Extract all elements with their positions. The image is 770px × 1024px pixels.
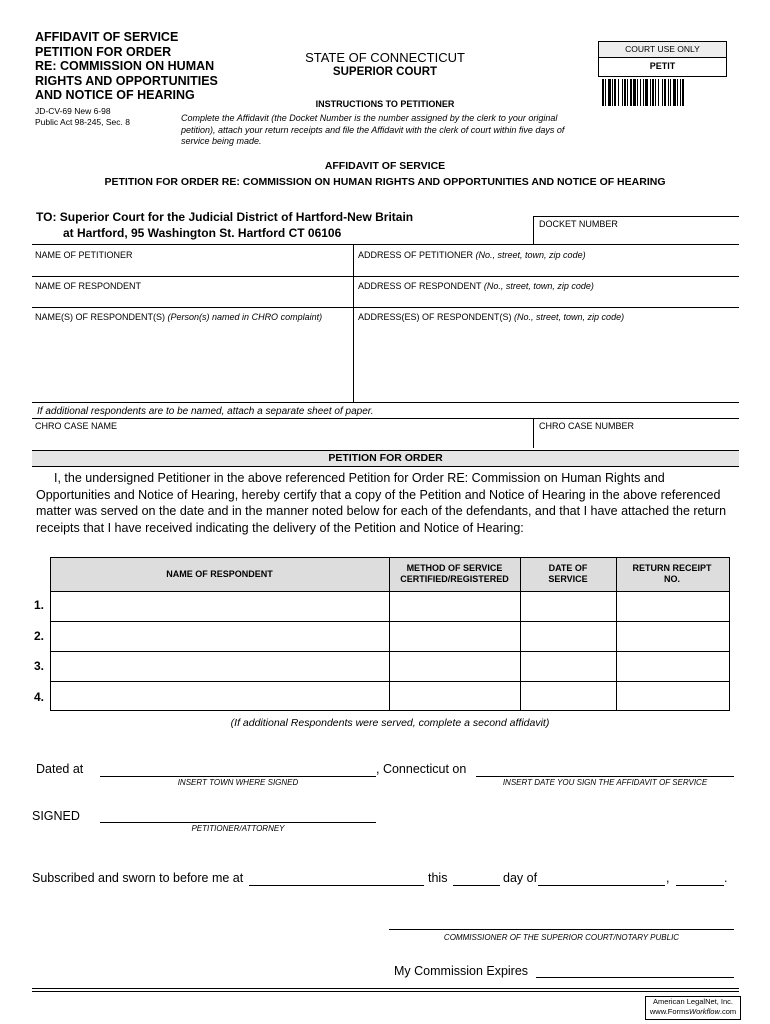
- instructions-line: Complete the Affidavit (the Docket Number is the number assigned by the clerk to your original: [181, 113, 558, 123]
- instructions-text: [181, 113, 564, 148]
- chro-case-name-field[interactable]: [35, 421, 117, 431]
- petition-line: matter was served on the date and in the manner noted below for each of the defendants, and that I have attached the return: [36, 504, 727, 518]
- header-receipt-line2: NO.: [663, 574, 680, 584]
- row-number: 2.: [34, 629, 45, 643]
- to-line-2: at Hartford, 95 Washington St. Hartford CT 06106: [63, 226, 342, 240]
- docket-number-field[interactable]: [539, 219, 618, 229]
- signed-label: SIGNED: [32, 809, 80, 823]
- publisher-url-a: www.Forms: [649, 1007, 690, 1016]
- date-signed-input[interactable]: [476, 776, 734, 777]
- publisher-url: [646, 1007, 740, 1017]
- header-method-line2: CERTIFIED/REGISTERED: [400, 574, 509, 584]
- commission-expires-label: My Commission Expires: [394, 964, 529, 978]
- state-heading: STATE OF CONNECTICUT: [305, 50, 465, 65]
- signature-input[interactable]: [100, 822, 376, 823]
- commissioner-hint: COMMISSIONER OF THE SUPERIOR COURT/NOTARY PUBLIC: [443, 933, 680, 942]
- instructions-line: service being made.: [181, 136, 262, 146]
- connecticut-on-label: , Connecticut on: [376, 762, 467, 776]
- header-receipt-line1: RETURN RECEIPT: [632, 563, 712, 573]
- publisher-url-b: Workflow: [689, 1007, 720, 1016]
- sworn-month-input[interactable]: [538, 885, 665, 886]
- publisher-url-c: .com: [719, 1007, 737, 1016]
- header-date-line2: SERVICE: [548, 574, 588, 584]
- title-line: AND NOTICE OF HEARING: [35, 88, 195, 102]
- petit-label: PETIT: [649, 61, 676, 71]
- instructions-line: petition), attach your return receipts and file the Affidavit with the clerk of court within five days of: [181, 124, 565, 135]
- row-number: 4.: [34, 690, 45, 704]
- commission-expires-input[interactable]: [536, 977, 734, 978]
- respondents-names-hint: (Person(s) named in CHRO complaint): [167, 312, 323, 322]
- chro-case-number-label: CHRO CASE NUMBER: [539, 421, 635, 431]
- table-row[interactable]: [51, 622, 728, 650]
- title-line: PETITION FOR ORDER: [35, 44, 172, 59]
- additional-affidavit-note: (If additional Respondents were served, complete a second affidavit): [230, 717, 550, 729]
- table-row[interactable]: [51, 652, 728, 680]
- sworn-day-input[interactable]: [453, 885, 500, 886]
- this-label: this: [428, 871, 448, 885]
- form-number: [35, 106, 130, 128]
- court-use-box: [598, 41, 727, 77]
- header-method-of-service: [389, 563, 520, 585]
- respondents-addresses-field[interactable]: [358, 312, 624, 322]
- header-date-line1: DATE OF: [548, 563, 588, 573]
- respondents-addresses-label: ADDRESS(ES) OF RESPONDENT(S): [358, 312, 512, 322]
- respondent-address-field[interactable]: [358, 281, 594, 291]
- town-signed-input[interactable]: [100, 776, 376, 777]
- petitioner-address-hint: (No., street, town, zip code): [475, 250, 586, 260]
- town-hint: INSERT TOWN WHERE SIGNED: [177, 778, 299, 787]
- notary-signature-input[interactable]: [389, 929, 734, 930]
- date-hint: INSERT DATE YOU SIGN THE AFFIDAVIT OF SERVICE: [502, 778, 708, 787]
- title-line: AFFIDAVIT OF SERVICE: [35, 30, 179, 44]
- petitioner-address-field[interactable]: [358, 250, 586, 260]
- form-number-text: JD-CV-69 New 6-98: [35, 106, 111, 116]
- respondent-address-hint: (No., street, town, zip code): [483, 281, 594, 291]
- publisher-footer: [645, 996, 741, 1020]
- petitioner-name-field[interactable]: [35, 250, 133, 260]
- respondents-names-label: NAME(S) OF RESPONDENT(S): [35, 312, 166, 322]
- header-return-receipt: [616, 563, 728, 585]
- comma-sep: ,: [666, 871, 670, 885]
- chro-case-number-field[interactable]: [539, 421, 634, 431]
- court-use-label: COURT USE ONLY: [599, 42, 726, 58]
- header-name-of-respondent: NAME OF RESPONDENT: [166, 569, 273, 579]
- header-method-line1: METHOD OF SERVICE: [406, 563, 503, 573]
- public-act-text: Public Act 98-245, Sec. 8: [35, 117, 130, 127]
- period-sep: .: [724, 871, 728, 885]
- table-row[interactable]: [51, 591, 728, 620]
- respondents-addresses-hint: (No., street, town, zip code): [514, 312, 625, 322]
- petition-line: Opportunities and Notice of Hearing, hereby certify that a copy of the Petition and Notice of Hearing in the above referenced: [36, 487, 721, 502]
- respondent-address-label: ADDRESS OF RESPONDENT: [358, 281, 482, 291]
- docket-number-label: DOCKET NUMBER: [539, 219, 618, 229]
- petition-line: I, the undersigned Petitioner in the above referenced Petition for Order RE: Commission on Human Rights and: [54, 471, 665, 485]
- petition-title: PETITION FOR ORDER: [328, 452, 443, 464]
- dated-at-label: Dated at: [36, 762, 84, 776]
- barcode: [602, 79, 726, 106]
- chro-case-name-label: CHRO CASE NAME: [35, 421, 118, 431]
- sworn-place-input[interactable]: [249, 885, 424, 886]
- respondents-names-field[interactable]: [35, 312, 322, 322]
- subscribed-label: Subscribed and sworn to before me at: [32, 871, 244, 885]
- section-title: AFFIDAVIT OF SERVICE: [324, 160, 446, 172]
- court-heading: SUPERIOR COURT: [332, 66, 438, 78]
- publisher-name: American LegalNet, Inc.: [652, 997, 734, 1006]
- petition-line: receipts that I have received indicating the delivery of the Petition and Notice of Hearing:: [36, 520, 524, 535]
- petitioner-name-label: NAME OF PETITIONER: [35, 250, 133, 260]
- instructions-title: INSTRUCTIONS TO PETITIONER: [315, 99, 455, 109]
- header-date-of-service: [520, 563, 616, 585]
- to-line-1: TO: Superior Court for the Judicial District of Hartford-New Britain: [36, 210, 414, 224]
- additional-respondents-note: If additional respondents are to be named, attach a separate sheet of paper.: [37, 406, 374, 417]
- petition-text: [36, 470, 756, 536]
- respondent-name-field[interactable]: [35, 281, 141, 291]
- respondent-name-label: NAME OF RESPONDENT: [35, 281, 142, 291]
- day-of-label: day of: [503, 871, 538, 885]
- row-number: 1.: [34, 598, 45, 612]
- title-line: RIGHTS AND OPPORTUNITIES: [35, 73, 218, 88]
- sworn-year-input[interactable]: [676, 885, 724, 886]
- table-row[interactable]: [51, 682, 728, 709]
- petition-title-bar: [32, 450, 739, 467]
- petitioner-attorney-hint: PETITIONER/ATTORNEY: [191, 824, 285, 833]
- title-line: RE: COMMISSION ON HUMAN: [35, 59, 215, 73]
- row-number: 3.: [34, 659, 45, 673]
- section-subtitle: PETITION FOR ORDER RE: COMMISSION ON HUMAN RIGHTS AND OPPORTUNITIES AND NOTICE OF HEARING: [104, 176, 666, 188]
- form-title: [35, 30, 218, 103]
- petitioner-address-label: ADDRESS OF PETITIONER: [358, 250, 474, 260]
